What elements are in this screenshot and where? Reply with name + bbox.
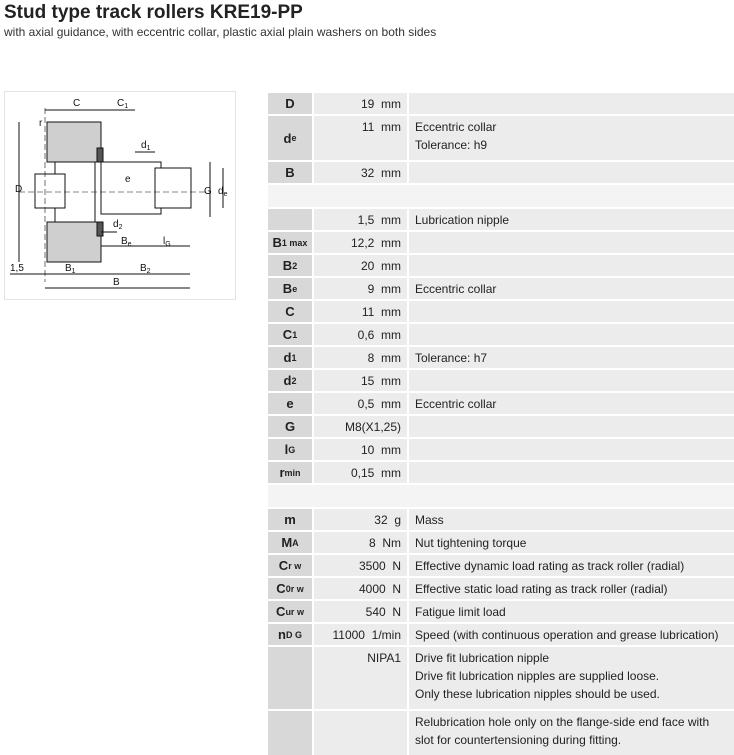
technical-drawing — [4, 91, 236, 300]
spec-symbol — [268, 509, 312, 530]
spec-description — [409, 509, 734, 530]
spec-description — [409, 116, 734, 160]
spec-row — [268, 509, 734, 530]
svg-text:d2: $d_2$ — [113, 219, 123, 231]
spec-description-line: Fatigue limit load — [415, 605, 506, 619]
spec-symbol-subscript: min — [284, 467, 301, 478]
spec-description-line: Eccentric collar — [415, 282, 497, 296]
spec-description-line: Drive fit lubrication nipple — [415, 651, 550, 665]
spec-row — [268, 116, 734, 160]
spec-value-text: 0,15 mm — [350, 466, 401, 480]
spec-value — [314, 532, 407, 553]
svg-text:lG: $l_G$ — [163, 236, 171, 248]
spec-row — [268, 647, 734, 709]
spec-symbol-letter: B — [282, 258, 293, 273]
spec-row — [268, 393, 734, 414]
spec-value — [314, 347, 407, 368]
spec-row — [268, 301, 734, 322]
spec-row — [268, 462, 734, 483]
spec-symbol-letter: n — [278, 627, 286, 642]
spec-row — [268, 532, 734, 553]
spec-symbol-subscript: 2 — [291, 375, 297, 386]
spec-value-text: 1,5 mm — [357, 213, 401, 227]
spec-symbol-subscript: 2 — [292, 260, 298, 271]
roller-cross-section-drawing — [5, 92, 235, 299]
spec-value — [314, 278, 407, 299]
spec-value-text: 19 mm — [360, 97, 401, 111]
spec-value — [314, 439, 407, 460]
spec-value — [314, 209, 407, 230]
spec-value — [314, 116, 407, 160]
spec-symbol-subscript: G — [288, 444, 296, 455]
svg-text:d1: $d_1$ — [141, 140, 151, 152]
spec-value-text: 12,2 mm — [350, 236, 401, 250]
spec-symbol-letter: G — [284, 419, 296, 434]
spec-description — [409, 647, 734, 709]
spec-symbol-letter: C — [285, 304, 295, 319]
spec-symbol — [268, 647, 312, 709]
spec-description — [409, 209, 734, 230]
spec-value — [314, 416, 407, 437]
spec-row — [268, 162, 734, 183]
spec-row — [268, 370, 734, 391]
spec-value — [314, 462, 407, 483]
svg-text:de: $d_e$ — [218, 186, 228, 198]
spec-symbol-subscript: e — [292, 283, 298, 294]
spec-symbol — [268, 162, 312, 183]
spec-value — [314, 647, 407, 709]
spec-symbol — [268, 116, 312, 160]
spec-symbol-letter: M — [281, 535, 293, 550]
spec-description-line: Speed (with continuous operation and grease lubrication) — [415, 628, 719, 642]
group-separator — [268, 485, 734, 507]
spec-value-text: 9 mm — [367, 282, 401, 296]
spec-description — [409, 624, 734, 645]
spec-value-text: 8 Nm — [368, 536, 401, 550]
spec-value-text: 32 mm — [360, 166, 401, 180]
spec-description-line: Drive fit lubrication nipples are supplied loose. — [415, 669, 660, 683]
spec-symbol-letter: d — [283, 350, 292, 365]
spec-symbol — [268, 462, 312, 483]
spec-value-text: 15 mm — [360, 374, 401, 388]
svg-text:G: G — [204, 186, 212, 197]
spec-symbol-letter: C — [282, 327, 293, 342]
spec-value-text: 4000 N — [358, 582, 401, 596]
svg-text:B1: $B_1$ — [65, 263, 76, 275]
spec-value — [314, 578, 407, 599]
spec-symbol — [268, 624, 312, 645]
spec-value-text: 20 mm — [360, 259, 401, 273]
spec-value-text: 11 mm — [361, 305, 401, 319]
spec-description-line: Tolerance: h7 — [415, 351, 488, 365]
spec-symbol — [268, 255, 312, 276]
svg-text:1,5: 1,5 — [10, 263, 24, 274]
spec-row — [268, 711, 734, 755]
spec-symbol — [268, 232, 312, 253]
spec-symbol-letter: e — [286, 396, 294, 411]
spec-value — [314, 162, 407, 183]
spec-value — [314, 324, 407, 345]
spec-value-text: 3500 N — [358, 559, 401, 573]
spec-description — [409, 370, 734, 391]
spec-symbol — [268, 578, 312, 599]
spec-row — [268, 555, 734, 576]
spec-value — [314, 601, 407, 622]
spec-description-line: Tolerance: h9 — [415, 138, 488, 152]
spec-symbol-letter: C — [276, 581, 286, 596]
spec-description-line: Nut tightening torque — [415, 536, 527, 550]
spec-description-line: Eccentric collar — [415, 397, 497, 411]
spec-value-text: 32 g — [374, 513, 401, 527]
spec-row — [268, 624, 734, 645]
spec-value — [314, 393, 407, 414]
spec-description-line: Effective static load rating as track roller (radial) — [415, 582, 668, 596]
spec-description — [409, 324, 734, 345]
spec-description-line: Relubrication hole only on the flange-side end face with — [415, 715, 710, 729]
spec-row — [268, 578, 734, 599]
spec-symbol — [268, 209, 312, 230]
spec-description — [409, 232, 734, 253]
spec-symbol-letter: B — [282, 281, 293, 296]
spec-symbol-subscript: r w — [288, 560, 302, 571]
spec-value — [314, 509, 407, 530]
spec-row — [268, 232, 734, 253]
svg-text:e: e — [125, 174, 131, 185]
spec-description — [409, 555, 734, 576]
spec-value-text: 11000 1/min — [332, 628, 401, 642]
spec-row — [268, 347, 734, 368]
spec-description-line: slot for countertensioning during fitting. — [415, 733, 622, 747]
spec-symbol-subscript: 1 max — [281, 237, 308, 248]
spec-symbol-letter: C — [276, 604, 286, 619]
spec-symbol — [268, 711, 312, 755]
spec-description — [409, 462, 734, 483]
spec-value-text: 540 N — [365, 605, 401, 619]
spec-description — [409, 162, 734, 183]
spec-value-text: M8(X1,25) — [344, 420, 401, 434]
spec-row — [268, 278, 734, 299]
spec-description — [409, 416, 734, 437]
spec-value — [314, 232, 407, 253]
svg-text:C: C — [73, 98, 81, 109]
spec-description-line: Eccentric collar — [415, 120, 497, 134]
spec-value — [314, 93, 407, 114]
spec-symbol-subscript: A — [292, 537, 299, 548]
spec-symbol — [268, 324, 312, 345]
spec-symbol — [268, 278, 312, 299]
spec-value — [314, 555, 407, 576]
svg-text:Be: $B_e$ — [121, 236, 132, 248]
spec-symbol-letter: m — [284, 512, 296, 527]
spec-value — [314, 301, 407, 322]
spec-description — [409, 532, 734, 553]
spec-symbol — [268, 301, 312, 322]
spec-symbol-letter: B — [285, 165, 295, 180]
spec-value — [314, 711, 407, 755]
spec-value — [314, 370, 407, 391]
svg-text:D: D — [15, 184, 23, 195]
spec-description-line: Effective dynamic load rating as track roller (radial) — [415, 559, 685, 573]
svg-text:C1: $C_1$ — [117, 98, 129, 110]
spec-symbol-subscript: 1 — [292, 329, 298, 340]
spec-symbol — [268, 555, 312, 576]
spec-row — [268, 93, 734, 114]
spec-row — [268, 324, 734, 345]
spec-symbol — [268, 393, 312, 414]
svg-text:B: B — [113, 277, 120, 288]
spec-value — [314, 255, 407, 276]
spec-symbol — [268, 601, 312, 622]
spec-symbol-letter: B — [272, 235, 282, 250]
spec-value — [314, 624, 407, 645]
group-separator — [268, 185, 734, 207]
spec-symbol-subscript: 0r w — [285, 583, 304, 594]
spec-symbol-letter: d — [283, 373, 292, 388]
spec-description — [409, 301, 734, 322]
spec-description — [409, 255, 734, 276]
spec-description — [409, 601, 734, 622]
spec-description — [409, 347, 734, 368]
spec-symbol-letter: l — [284, 442, 289, 457]
spec-description — [409, 578, 734, 599]
spec-symbol-letter: r — [279, 465, 285, 480]
spec-symbol — [268, 370, 312, 391]
spec-value-text: 8 mm — [367, 351, 401, 365]
spec-symbol-subscript: 1 — [291, 352, 297, 363]
spec-value-text: 0,5 mm — [357, 397, 401, 411]
spec-symbol-letter: D — [285, 96, 295, 111]
spec-symbol-letter: d — [283, 130, 292, 146]
spec-description — [409, 393, 734, 414]
spec-value-text: 11 mm — [361, 120, 401, 134]
spec-symbol-letter: C — [278, 558, 289, 573]
spec-row — [268, 439, 734, 460]
specification-table — [268, 91, 734, 755]
spec-row — [268, 209, 734, 230]
spec-symbol-subscript: ur w — [285, 606, 304, 617]
spec-symbol — [268, 532, 312, 553]
spec-value-text: NIPA1 — [367, 651, 401, 665]
spec-description-line: Only these lubrication nipples should be used. — [415, 687, 660, 701]
spec-symbol-subscript: e — [291, 133, 297, 143]
spec-symbol — [268, 93, 312, 114]
spec-description — [409, 439, 734, 460]
spec-symbol — [268, 347, 312, 368]
spec-description — [409, 278, 734, 299]
spec-symbol — [268, 439, 312, 460]
spec-row — [268, 255, 734, 276]
spec-row — [268, 601, 734, 622]
spec-symbol — [268, 416, 312, 437]
spec-value-text: 0,6 mm — [357, 328, 401, 342]
spec-description — [409, 93, 734, 114]
spec-description-line: Mass — [415, 513, 444, 527]
spec-value-text: 10 mm — [360, 443, 401, 457]
spec-description — [409, 711, 734, 755]
spec-symbol-subscript: D G — [285, 629, 302, 640]
svg-text:B2: $B_2$ — [140, 263, 151, 275]
spec-row — [268, 416, 734, 437]
svg-text:r: r — [39, 118, 43, 129]
spec-description-line: Lubrication nipple — [415, 213, 510, 227]
page-title: Stud type track rollers KRE19-PP — [4, 2, 303, 23]
page-subtitle: with axial guidance, with eccentric collar, plastic axial plain washers on both sides — [4, 25, 437, 39]
